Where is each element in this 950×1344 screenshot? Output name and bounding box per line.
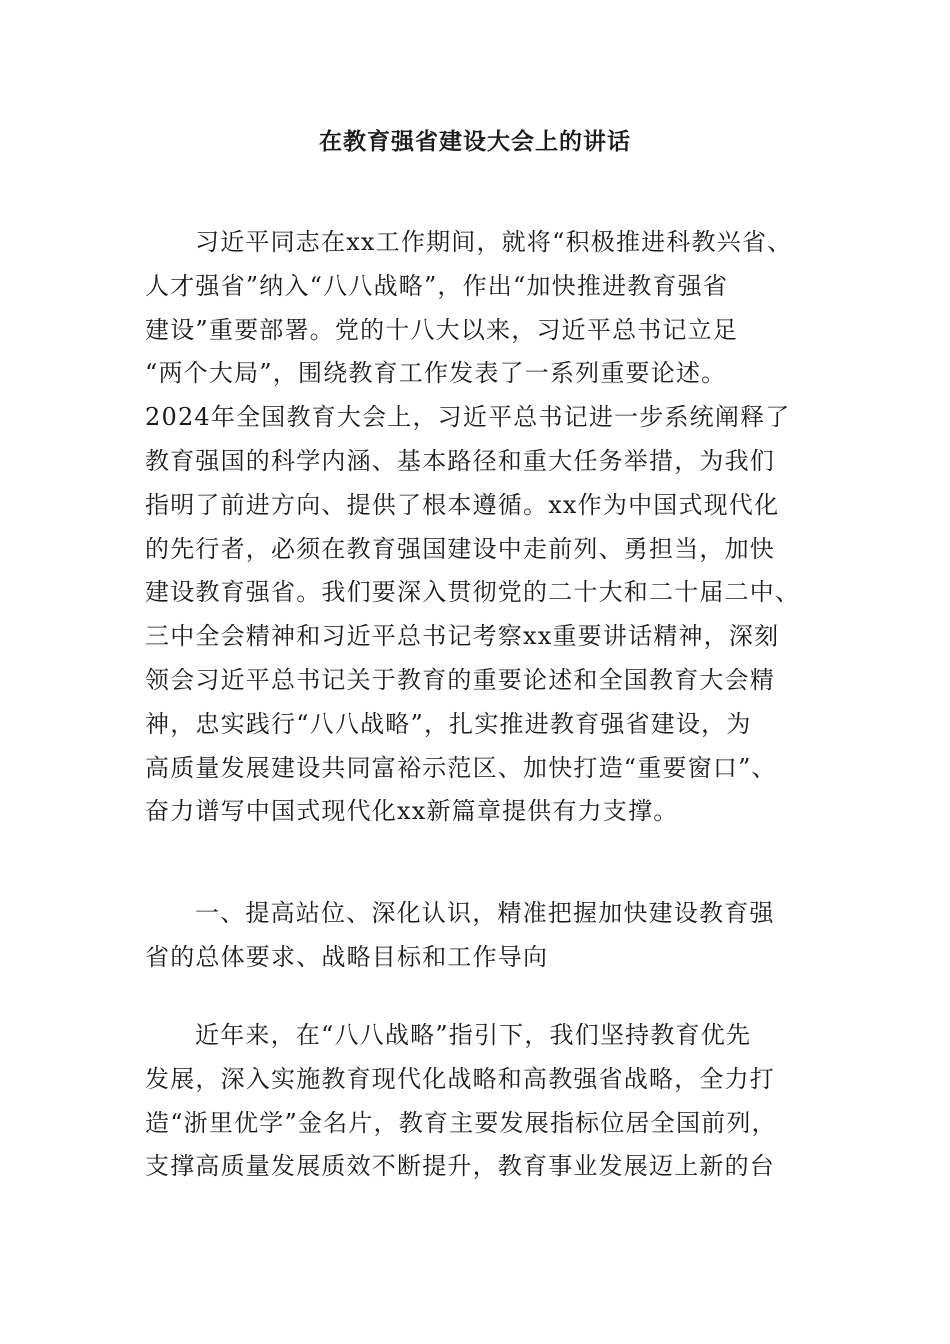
text-line: 造“浙里优学”金名片，教育主要发展指标位居全国前列， (145, 1108, 777, 1137)
text-line: 高质量发展建设共同富裕示范区、加快打造“重要窗口”、 (145, 753, 777, 782)
text-line: 习近平同志在xx工作期间，就将“积极推进科教兴省、 (195, 228, 793, 256)
text-line: 人才强省”纳入“八八战略”，作出“加快推进教育强省 (145, 271, 729, 300)
text-line: 发展，深入实施教育现代化战略和高教强省战略，全力打 (145, 1064, 775, 1093)
document-title: 在教育强省建设大会上的讲话 (319, 128, 631, 155)
section-heading-1 (145, 892, 805, 980)
paragraph-section-1 (145, 1014, 805, 1189)
text-line: 指明了前进方向、提供了根本遵循。xx作为中国式现代化 (145, 490, 780, 519)
text-line: 建设”重要部署。党的十八大以来，习近平总书记立足 (145, 315, 739, 344)
text-line: 一、提高站位、深化认识，精准把握加快建设教育强 (195, 899, 775, 927)
text-line: 三中全会精神和习近平总书记考察xx重要讲话精神，深刻 (145, 622, 780, 651)
text-line: 2024年全国教育大会上，习近平总书记进一步系统阐释了 (145, 403, 791, 432)
text-line: 神，忠实践行“八八战略”，扎实推进教育强省建设，为 (145, 709, 752, 738)
text-line: 的先行者，必须在教育强国建设中走前列、勇担当，加快 (145, 534, 775, 563)
text-line: 教育强国的科学内涵、基本路径和重大任务举措，为我们 (145, 446, 775, 475)
text-line: 建设教育强省。我们要深入贯彻党的二十大和二十届二中、 (145, 578, 801, 607)
paragraph-intro (145, 221, 805, 834)
text-line: 近年来，在“八八战略”指引下，我们坚持教育优先 (195, 1021, 752, 1049)
text-line: “两个大局”，围绕教育工作发表了一系列重要论述。 (145, 359, 727, 388)
text-line: 奋力谱写中国式现代化xx新篇章提供有力支撑。 (145, 797, 679, 826)
text-line: 省的总体要求、战略目标和工作导向 (145, 942, 549, 971)
text-line: 支撑高质量发展质效不断提升，教育事业发展迈上新的台 (145, 1152, 775, 1181)
text-line: 领会习近平总书记关于教育的重要论述和全国教育大会精 (145, 665, 775, 694)
